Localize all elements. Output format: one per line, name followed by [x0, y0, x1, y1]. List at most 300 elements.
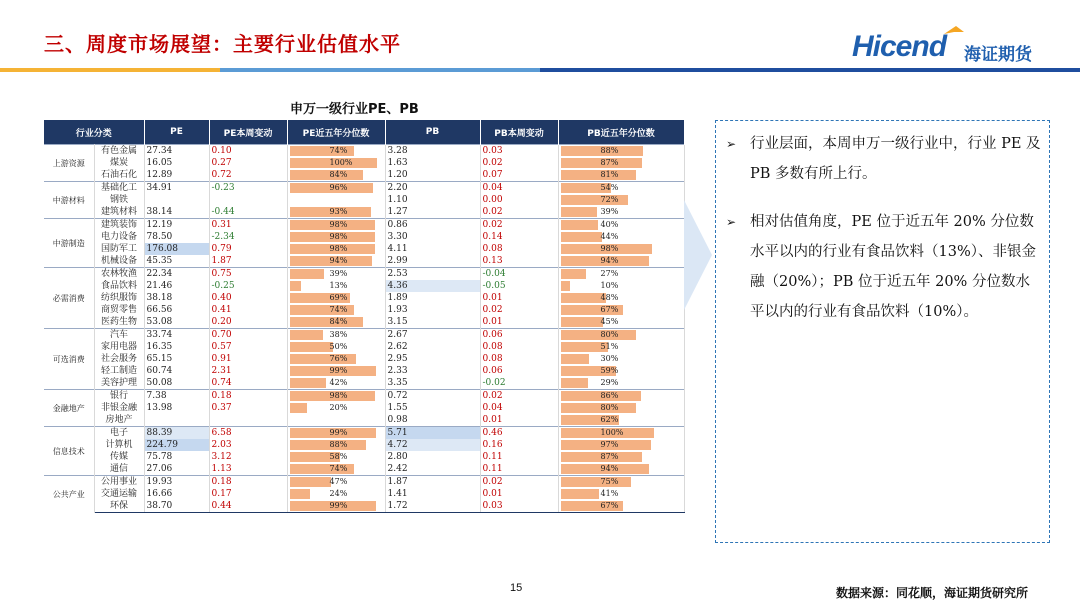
pe-percentile-cell — [287, 390, 385, 403]
pb-percentile-text: 44% — [600, 232, 619, 241]
group-label: 必需消费 — [44, 268, 94, 329]
industry-name: 交通运输 — [94, 488, 144, 500]
pb-percentile-cell — [558, 451, 684, 463]
industry-name: 农林牧渔 — [94, 268, 144, 281]
bullet-industry-trend — [726, 129, 1041, 189]
pe-percentile-text: 74% — [329, 464, 348, 473]
pb-percentile-text: 29% — [600, 378, 619, 387]
pe-percentile-text: 98% — [329, 232, 348, 241]
pe-percentile-text: 69% — [329, 293, 348, 302]
table-row — [44, 463, 684, 476]
pb-value: 1.41 — [385, 488, 480, 500]
col-header-pb: PB — [385, 120, 480, 145]
table-row — [44, 255, 684, 268]
pe-percentile-cell — [287, 463, 385, 476]
pe-change: 0.75 — [209, 268, 287, 281]
industry-name: 银行 — [94, 390, 144, 403]
pe-value: 38.70 — [144, 500, 209, 513]
pb-percentile-text: 87% — [600, 158, 619, 167]
pb-change: 0.04 — [480, 182, 558, 195]
pb-percentile-text: 80% — [600, 330, 619, 339]
pe-percentile-text: 20% — [329, 403, 348, 412]
pb-percentile-cell — [558, 304, 684, 316]
table-row — [44, 268, 684, 281]
pe-percentile-cell — [287, 414, 385, 427]
table-row — [44, 476, 684, 489]
industry-name: 汽车 — [94, 329, 144, 342]
industry-name: 医药生物 — [94, 316, 144, 329]
pe-change: 0.72 — [209, 169, 287, 182]
pb-percentile-text: 59% — [600, 366, 619, 375]
pb-value: 1.27 — [385, 206, 480, 219]
pb-value: 2.67 — [385, 329, 480, 342]
table-row — [44, 304, 684, 316]
pb-percentile-cell — [558, 243, 684, 255]
pb-change: 0.11 — [480, 451, 558, 463]
pe-value: 12.19 — [144, 219, 209, 232]
pe-percentile-text: 84% — [329, 170, 348, 179]
pb-change: 0.06 — [480, 329, 558, 342]
pe-value — [144, 414, 209, 427]
pe-change: 0.18 — [209, 390, 287, 403]
pb-change: 0.46 — [480, 427, 558, 440]
pb-change: 0.02 — [480, 476, 558, 489]
table-row — [44, 390, 684, 403]
pe-percentile-text: 96% — [329, 183, 348, 192]
table-row — [44, 145, 684, 158]
pb-change: -0.02 — [480, 377, 558, 390]
pb-value: 1.10 — [385, 194, 480, 206]
pe-percentile-cell — [287, 427, 385, 440]
pe-percentile-text: 50% — [329, 342, 348, 351]
pe-percentile-cell — [287, 157, 385, 169]
pb-value: 4.36 — [385, 280, 480, 292]
bullet-text: 行业层面，本周申万一级行业中，行业 PE 及 PB 多数有所上行。 — [750, 136, 1041, 182]
pe-percentile-cell — [287, 292, 385, 304]
pe-value: 66.56 — [144, 304, 209, 316]
pb-percentile-cell — [558, 329, 684, 342]
pe-value: 16.05 — [144, 157, 209, 169]
table-title: 申万一级行业PE、PB — [290, 102, 419, 117]
pe-percentile-cell — [287, 341, 385, 353]
pb-percentile-text: 10% — [600, 281, 619, 290]
pb-value: 2.99 — [385, 255, 480, 268]
table-row — [44, 377, 684, 390]
pe-change: 3.12 — [209, 451, 287, 463]
pe-percentile-text: 74% — [329, 305, 348, 314]
pe-change: 0.10 — [209, 145, 287, 158]
pe-percentile-cell — [287, 500, 385, 513]
group-label: 上游资源 — [44, 145, 94, 182]
valuation-table — [44, 120, 685, 513]
pb-change: 0.02 — [480, 157, 558, 169]
table-row — [44, 292, 684, 304]
table-row — [44, 365, 684, 377]
pb-percentile-text: 62% — [600, 415, 619, 424]
logo-wordmark: Hicend — [852, 30, 947, 63]
pb-percentile-cell — [558, 365, 684, 377]
pe-value: 22.34 — [144, 268, 209, 281]
pe-percentile-text: 74% — [329, 146, 348, 155]
pb-change: 0.08 — [480, 353, 558, 365]
pe-change: 0.44 — [209, 500, 287, 513]
industry-name: 石油石化 — [94, 169, 144, 182]
table-row — [44, 243, 684, 255]
pe-change: 0.91 — [209, 353, 287, 365]
pe-percentile-text: 24% — [329, 489, 348, 498]
industry-name: 建筑材料 — [94, 206, 144, 219]
pb-change: 0.01 — [480, 292, 558, 304]
pb-percentile-cell — [558, 292, 684, 304]
pe-percentile-text: 39% — [329, 269, 348, 278]
pe-percentile-cell — [287, 206, 385, 219]
pe-percentile-cell — [287, 451, 385, 463]
pb-change: 0.14 — [480, 231, 558, 243]
pe-percentile-cell — [287, 194, 385, 206]
pe-value: 27.06 — [144, 463, 209, 476]
pb-percentile-text: 51% — [600, 342, 619, 351]
pb-change: -0.04 — [480, 268, 558, 281]
pe-value: 21.46 — [144, 280, 209, 292]
pb-percentile-text: 72% — [600, 195, 619, 204]
pe-percentile-cell — [287, 329, 385, 342]
pb-percentile-cell — [558, 219, 684, 232]
pe-change: 2.31 — [209, 365, 287, 377]
pb-value: 1.20 — [385, 169, 480, 182]
pe-change: 0.37 — [209, 402, 287, 414]
pb-change: 0.13 — [480, 255, 558, 268]
pe-change: -0.25 — [209, 280, 287, 292]
pb-value: 4.11 — [385, 243, 480, 255]
pb-percentile-cell — [558, 255, 684, 268]
pb-percentile-cell — [558, 427, 684, 440]
slide-title: 三、周度市场展望：主要行业估值水平 — [44, 32, 401, 56]
pe-value: 50.08 — [144, 377, 209, 390]
industry-name: 商贸零售 — [94, 304, 144, 316]
pe-percentile-text: 58% — [329, 452, 348, 461]
pb-percentile-text: 97% — [600, 440, 619, 449]
pb-percentile-cell — [558, 182, 684, 195]
pe-change: 0.18 — [209, 476, 287, 489]
pe-percentile-text: 93% — [329, 207, 348, 216]
pb-value: 3.15 — [385, 316, 480, 329]
group-label: 中游材料 — [44, 182, 94, 219]
header-stripe-orange — [0, 68, 220, 72]
table-body — [44, 145, 684, 513]
pb-percentile-cell — [558, 206, 684, 219]
pb-change: 0.02 — [480, 219, 558, 232]
pb-percentile-text: 27% — [600, 269, 619, 278]
table-row — [44, 439, 684, 451]
pe-change: 0.79 — [209, 243, 287, 255]
industry-name: 轻工制造 — [94, 365, 144, 377]
table-row — [44, 402, 684, 414]
table-row — [44, 341, 684, 353]
pb-change: 0.08 — [480, 341, 558, 353]
industry-name: 环保 — [94, 500, 144, 513]
pb-percentile-text: 48% — [600, 293, 619, 302]
pb-change: 0.06 — [480, 365, 558, 377]
pe-percentile-text: 99% — [329, 366, 348, 375]
pe-percentile-cell — [287, 219, 385, 232]
pe-change: 0.40 — [209, 292, 287, 304]
pointer-arrow-shape — [684, 200, 712, 310]
pe-change — [209, 414, 287, 427]
pe-percentile-cell — [287, 316, 385, 329]
pb-percentile-text: 98% — [600, 244, 619, 253]
industry-name: 基础化工 — [94, 182, 144, 195]
pb-change: 0.08 — [480, 243, 558, 255]
pb-percentile-cell — [558, 231, 684, 243]
pb-percentile-cell — [558, 157, 684, 169]
pb-percentile-cell — [558, 316, 684, 329]
pe-percentile-cell — [287, 476, 385, 489]
industry-name: 机械设备 — [94, 255, 144, 268]
pe-percentile-text: 13% — [329, 281, 348, 290]
pb-value: 2.62 — [385, 341, 480, 353]
pe-percentile-text: 38% — [329, 330, 348, 339]
pe-value — [144, 194, 209, 206]
industry-name: 通信 — [94, 463, 144, 476]
pb-percentile-text: 94% — [600, 464, 619, 473]
pe-value: 12.89 — [144, 169, 209, 182]
pe-change: -2.34 — [209, 231, 287, 243]
table-row — [44, 353, 684, 365]
pb-value: 1.63 — [385, 157, 480, 169]
pe-change: -0.44 — [209, 206, 287, 219]
pe-percentile-cell — [287, 145, 385, 158]
pb-percentile-text: 86% — [600, 391, 619, 400]
pb-change: 0.03 — [480, 145, 558, 158]
pe-percentile-text: 98% — [329, 244, 348, 253]
pb-percentile-cell — [558, 488, 684, 500]
industry-name: 有色金属 — [94, 145, 144, 158]
pe-change: 1.13 — [209, 463, 287, 476]
pb-percentile-cell — [558, 463, 684, 476]
pe-change: 2.03 — [209, 439, 287, 451]
pe-change: 0.31 — [209, 219, 287, 232]
pb-change: 0.02 — [480, 206, 558, 219]
pe-percentile-cell — [287, 231, 385, 243]
table-row — [44, 488, 684, 500]
pb-change: 0.01 — [480, 414, 558, 427]
pb-value: 4.72 — [385, 439, 480, 451]
pe-percentile-text: 84% — [329, 317, 348, 326]
pe-percentile-cell — [287, 377, 385, 390]
pe-value: 65.15 — [144, 353, 209, 365]
pb-percentile-cell — [558, 353, 684, 365]
pe-change: 0.17 — [209, 488, 287, 500]
table-row — [44, 194, 684, 206]
pe-change: 0.57 — [209, 341, 287, 353]
pb-percentile-text: 100% — [600, 428, 624, 437]
pb-value: 2.80 — [385, 451, 480, 463]
industry-name: 煤炭 — [94, 157, 144, 169]
pb-value: 2.53 — [385, 268, 480, 281]
industry-name: 食品饮料 — [94, 280, 144, 292]
pe-change: 6.58 — [209, 427, 287, 440]
pe-value: 38.14 — [144, 206, 209, 219]
page-number: 15 — [510, 582, 523, 594]
industry-name: 纺织服饰 — [94, 292, 144, 304]
pb-percentile-cell — [558, 194, 684, 206]
pe-change: 0.41 — [209, 304, 287, 316]
pb-percentile-text: 75% — [600, 477, 619, 486]
pe-percentile-cell — [287, 268, 385, 281]
pe-value: 78.50 — [144, 231, 209, 243]
pb-percentile-cell — [558, 377, 684, 390]
pb-change: 0.16 — [480, 439, 558, 451]
pb-percentile-text: 54% — [600, 183, 619, 192]
pe-change: 0.74 — [209, 377, 287, 390]
pb-value: 1.55 — [385, 402, 480, 414]
pe-value: 33.74 — [144, 329, 209, 342]
industry-name: 家用电器 — [94, 341, 144, 353]
pb-change: 0.01 — [480, 488, 558, 500]
pe-value: 75.78 — [144, 451, 209, 463]
pb-value: 5.71 — [385, 427, 480, 440]
pe-percentile-cell — [287, 243, 385, 255]
pb-value: 1.87 — [385, 476, 480, 489]
pe-percentile-text: 99% — [329, 428, 348, 437]
table-row — [44, 427, 684, 440]
pe-value: 19.93 — [144, 476, 209, 489]
pe-percentile-cell — [287, 488, 385, 500]
table-row — [44, 414, 684, 427]
industry-name: 国防军工 — [94, 243, 144, 255]
pe-value: 16.66 — [144, 488, 209, 500]
pb-value: 2.20 — [385, 182, 480, 195]
table-row — [44, 316, 684, 329]
pb-percentile-text: 67% — [600, 501, 619, 510]
pb-percentile-text: 39% — [600, 207, 619, 216]
industry-name: 美容护理 — [94, 377, 144, 390]
industry-name: 计算机 — [94, 439, 144, 451]
pe-percentile-cell — [287, 255, 385, 268]
pb-change: -0.05 — [480, 280, 558, 292]
pb-percentile-text: 67% — [600, 305, 619, 314]
pe-percentile-text: 42% — [329, 378, 348, 387]
industry-name: 电力设备 — [94, 231, 144, 243]
pe-value: 53.08 — [144, 316, 209, 329]
pb-value: 0.72 — [385, 390, 480, 403]
pe-percentile-text: 99% — [329, 501, 348, 510]
group-label: 中游制造 — [44, 219, 94, 268]
pe-percentile-cell — [287, 365, 385, 377]
pe-percentile-cell — [287, 439, 385, 451]
pe-change — [209, 194, 287, 206]
pe-percentile-text: 98% — [329, 220, 348, 229]
col-header-pe-percentile: PE近五年分位数 — [287, 120, 385, 145]
pb-percentile-text: 87% — [600, 452, 619, 461]
pe-change: 0.20 — [209, 316, 287, 329]
pb-value: 1.89 — [385, 292, 480, 304]
bullet-arrow-icon: ➢ — [726, 137, 737, 151]
pe-percentile-cell — [287, 402, 385, 414]
pe-percentile-text: 94% — [329, 256, 348, 265]
pb-change: 0.01 — [480, 316, 558, 329]
pe-value: 13.98 — [144, 402, 209, 414]
group-label: 信息技术 — [44, 427, 94, 476]
table-row — [44, 329, 684, 342]
header-stripe-navy — [540, 68, 1080, 72]
pb-percentile-cell — [558, 169, 684, 182]
pe-change: 0.70 — [209, 329, 287, 342]
pb-percentile-text: 45% — [600, 317, 619, 326]
table-header-row — [44, 120, 684, 145]
pe-percentile-text — [290, 195, 330, 204]
group-label: 公共产业 — [44, 476, 94, 513]
pe-percentile-text: 100% — [329, 158, 353, 167]
pb-value: 2.95 — [385, 353, 480, 365]
pe-percentile-cell — [287, 304, 385, 316]
pe-value: 27.34 — [144, 145, 209, 158]
table-row — [44, 182, 684, 195]
pb-value: 0.98 — [385, 414, 480, 427]
pe-percentile-cell — [287, 353, 385, 365]
table-row — [44, 280, 684, 292]
pb-percentile-cell — [558, 280, 684, 292]
pb-change: 0.11 — [480, 463, 558, 476]
pe-percentile-cell — [287, 280, 385, 292]
pe-percentile-text: 76% — [329, 354, 348, 363]
pe-percentile-cell — [287, 169, 385, 182]
pe-change: 0.27 — [209, 157, 287, 169]
pb-percentile-text: 41% — [600, 489, 619, 498]
table-row — [44, 219, 684, 232]
col-header-pb-change: PB本周变动 — [480, 120, 558, 145]
pb-value: 0.86 — [385, 219, 480, 232]
bullet-text: 相对估值角度，PE 位于近五年 20% 分位数水平以内的行业有食品饮料（13%）、非银金融（20%）；PB 位于近五年 20% 分位数水平以内的行业有食品饮料（10%）。 — [750, 214, 1036, 320]
group-label: 金融地产 — [44, 390, 94, 427]
pe-value: 45.35 — [144, 255, 209, 268]
pe-percentile-text: 47% — [329, 477, 348, 486]
pe-percentile-text: 98% — [329, 391, 348, 400]
industry-name: 公用事业 — [94, 476, 144, 489]
pe-change: -0.23 — [209, 182, 287, 195]
pb-value: 1.93 — [385, 304, 480, 316]
pe-value: 34.91 — [144, 182, 209, 195]
pb-value: 3.35 — [385, 377, 480, 390]
pb-percentile-cell — [558, 145, 684, 158]
commentary-box — [715, 120, 1050, 543]
col-header-category: 行业分类 — [44, 120, 144, 145]
pe-value: 176.08 — [144, 243, 209, 255]
pb-change: 0.03 — [480, 500, 558, 513]
pe-value: 224.79 — [144, 439, 209, 451]
industry-name: 房地产 — [94, 414, 144, 427]
pe-percentile-text: 88% — [329, 440, 348, 449]
industry-name: 社会服务 — [94, 353, 144, 365]
pe-value: 16.35 — [144, 341, 209, 353]
pb-percentile-text: 94% — [600, 256, 619, 265]
data-source: 数据来源：同花顺，海证期货研究所 — [836, 586, 1029, 600]
table-row — [44, 451, 684, 463]
pb-change: 0.02 — [480, 390, 558, 403]
pb-percentile-text: 88% — [600, 146, 619, 155]
industry-name: 建筑装饰 — [94, 219, 144, 232]
pb-percentile-text: 81% — [600, 170, 619, 179]
table-row — [44, 169, 684, 182]
pb-value: 2.33 — [385, 365, 480, 377]
pb-percentile-cell — [558, 439, 684, 451]
pb-percentile-cell — [558, 476, 684, 489]
header-stripe-lightblue — [220, 68, 540, 72]
table-row — [44, 500, 684, 513]
pb-percentile-cell — [558, 341, 684, 353]
pb-value: 2.42 — [385, 463, 480, 476]
pb-change: 0.02 — [480, 304, 558, 316]
